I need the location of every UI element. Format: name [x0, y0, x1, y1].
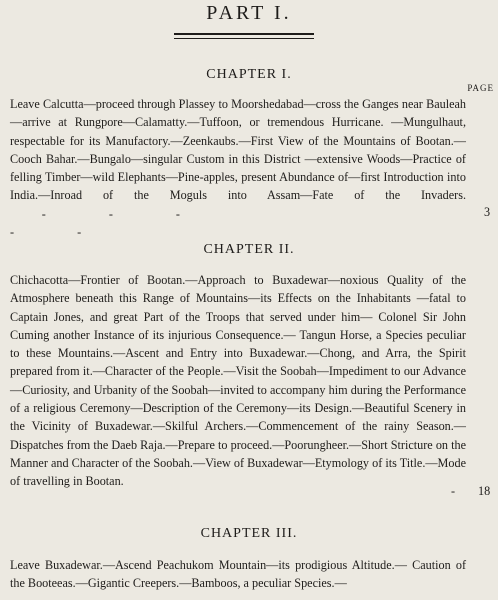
chapter-3-text: Leave Buxadewar.—Ascend Peachukom Mountain—its prodigious Altitude.— Caution of the Booteeas.—Gigantic Creepers.—Bamboos, a peculiar Species.— — [10, 558, 466, 591]
chapter-2-heading: CHAPTER II. — [203, 242, 295, 257]
page-column-label: PAGE — [467, 83, 494, 93]
chapter-3-heading: CHAPTER III. — [200, 526, 298, 541]
title-rule-thick — [174, 33, 314, 35]
chapter-1-page-number: 3 — [484, 205, 491, 219]
title-rule-thin — [174, 38, 314, 39]
chapter-2-text: Chichacotta—Frontier of Bootan.—Approach to Buxadewar—noxious Quality of the Atmosphere beneath this Range of Mountains—its Effects on the Inhabitants —fatal to Captain Jones, and great Part of the Troops that served under him— Colonel Sir John Cuming another Instance of its injurious Consequence.— Tangun Horse, a Species peculiar to these Mountains.—Ascent and Entry into Buxadewar.—Chong, and Arra, the Spirit prepared from it.—Character of the People.—Visit the Soobah—Impediment to our Advance—Curiosity, and Urbanity of the Soobah—invited to accompany him during the Performance of a religious Ceremony—Description of the Ceremony—its Design.—Beautiful Scenery in the Vicinity of Buxadewar.—Skilful Archers.—Commencement of the rainy Season.—Dispatches from the Daeb Raja.—Prepare to proceed.—Poorungheer.—Short Stricture on the Manner and Character of the Soobah.—View of Buxadewar—Etymology of its Title.—Mode of travelling in Bootan. — [10, 273, 466, 489]
chapter-1-text: Leave Calcutta—proceed through Plassey to Moorshedabad—cross the Ganges near Bauleah—arrive at Rungpore—Calamatty.—Tuffoon, or tremendous Hurricane. —Mungulhaut, respectable for its Manufactory.—Zeenkaubs.—First View of the Mountains of Bootan.—Cooch Bahar.—Bungalo—singular Custom in this District —extensive Woods—Practice of felling Timber—wild Elephants—Pine-apples, present Abundance of—first Introduction into India.—Inroad of the Moguls into Assam—Fate of the Invaders. — [10, 97, 466, 203]
part-title: PART I. — [206, 2, 292, 24]
chapter-1-heading: CHAPTER I. — [206, 67, 292, 82]
chapter-1-summary — [10, 95, 466, 241]
chapter-3-summary — [10, 556, 466, 593]
chapter-2-page-number: 18 — [478, 484, 491, 498]
chapter-1-leader: - - - - - — [10, 206, 210, 240]
chapter-2-summary — [10, 271, 466, 491]
chapter-2-leader: - — [451, 484, 456, 498]
